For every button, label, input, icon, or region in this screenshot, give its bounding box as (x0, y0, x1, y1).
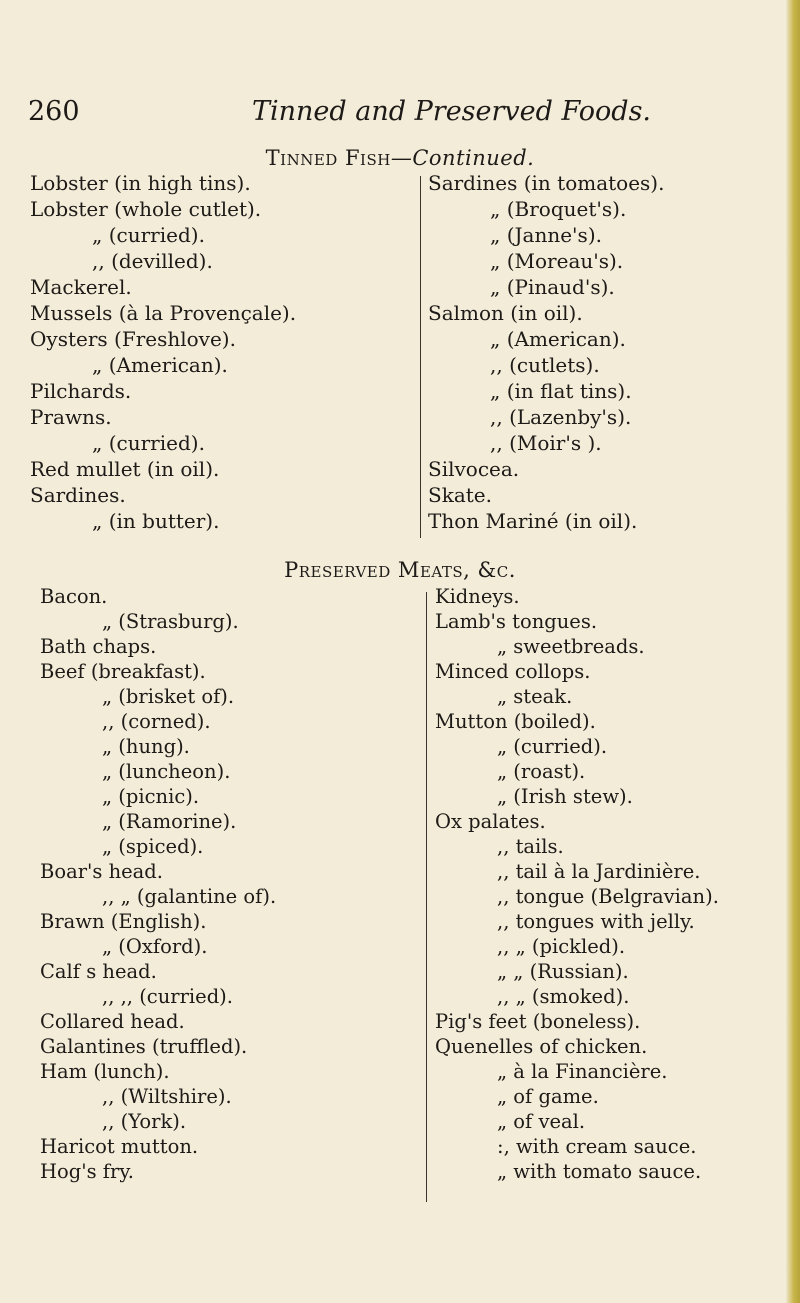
list-item: Ham (lunch). (40, 1060, 170, 1083)
fish-left-column (30, 170, 296, 534)
list-item: Beef (breakfast). (40, 660, 206, 683)
list-item: Ox palates. (435, 810, 546, 833)
meats-column-rule (426, 592, 427, 1202)
list-item: „ (Janne's). (490, 223, 602, 247)
list-item: Oysters (Freshlove). (30, 327, 236, 351)
list-item: Red mullet (in oil). (30, 457, 220, 481)
list-item: ,, tail à la Jardinière. (497, 860, 701, 883)
list-item: Brawn (English). (40, 910, 207, 933)
list-item: Minced collops. (435, 660, 591, 683)
list-item: Quenelles of chicken. (435, 1035, 648, 1058)
list-item: Mussels (à la Provençale). (30, 301, 297, 325)
list-item: Thon Mariné (in oil). (428, 509, 638, 533)
list-item: Haricot mutton. (40, 1135, 199, 1158)
list-item: Pilchards. (30, 379, 132, 403)
list-item: Lobster (whole cutlet). (30, 197, 262, 221)
list-item: Skate. (428, 483, 492, 507)
list-item: Galantines (truffled). (40, 1035, 248, 1058)
list-item: Sardines. (30, 483, 126, 507)
list-item: ,, (devilled). (92, 249, 213, 273)
list-item: „ (Broquet's). (490, 197, 627, 221)
list-item: Bath chaps. (40, 635, 157, 658)
list-item: ,, tongues with jelly. (497, 910, 695, 933)
list-item: „ (Ramorine). (102, 810, 237, 833)
fish-column-rule (420, 176, 421, 538)
list-item: „ (in butter). (92, 509, 220, 533)
list-item: Pig's feet (boneless). (435, 1010, 641, 1033)
list-item: „ (Oxford). (102, 935, 208, 958)
list-item: Bacon. (40, 585, 108, 608)
list-item: Lamb's tongues. (435, 610, 598, 633)
list-item: Calf s head. (40, 960, 157, 983)
list-item: Kidneys. (435, 585, 520, 608)
fish-title-text: Tinned Fish (265, 146, 391, 170)
list-item: „ with tomato sauce. (497, 1160, 702, 1183)
list-item: „ (spiced). (102, 835, 204, 858)
list-item: ,, (cutlets). (490, 353, 600, 377)
list-item: Mackerel. (30, 275, 132, 299)
list-item: ,, „ (galantine of). (102, 885, 277, 908)
list-item: „ (picnic). (102, 785, 200, 808)
fish-section-title (0, 146, 800, 170)
list-item: „ (curried). (92, 431, 205, 455)
list-item: Boar's head. (40, 860, 163, 883)
meats-right-column (435, 584, 719, 1184)
list-item: ,, (Lazenby's). (490, 405, 632, 429)
list-item: „ (Strasburg). (102, 610, 239, 633)
list-item: „ (luncheon). (102, 760, 231, 783)
page-edge (786, 0, 800, 1303)
list-item: ,, (Moir's ). (490, 431, 602, 455)
list-item: „ à la Financière. (497, 1060, 668, 1083)
list-item: „ (curried). (497, 735, 608, 758)
list-item: Sardines (in tomatoes). (428, 171, 665, 195)
list-item: ,, ,, (curried). (102, 985, 233, 1008)
list-item: „ (hung). (102, 735, 190, 758)
list-item: „ of game. (497, 1085, 599, 1108)
fish-title-suffix: —Continued. (390, 146, 535, 170)
list-item: ,, (York). (102, 1110, 187, 1133)
fish-right-column (428, 170, 664, 534)
list-item: „ (American). (92, 353, 228, 377)
list-item: Prawns. (30, 405, 112, 429)
list-item: Hog's fry. (40, 1160, 134, 1183)
list-item: „ „ (Russian). (497, 960, 629, 983)
list-item: „ (brisket of). (102, 685, 235, 708)
list-item: „ (American). (490, 327, 626, 351)
list-item: Silvocea. (428, 457, 520, 481)
list-item: Salmon (in oil). (428, 301, 583, 325)
list-item: „ (Irish stew). (497, 785, 633, 808)
list-item: „ of veal. (497, 1110, 586, 1133)
list-item: „ steak. (497, 685, 573, 708)
list-item: Collared head. (40, 1010, 185, 1033)
list-item: ,, „ (pickled). (497, 935, 626, 958)
list-item: „ sweetbreads. (497, 635, 645, 658)
list-item: Lobster (in high tins). (30, 171, 251, 195)
list-item: „ (in flat tins). (490, 379, 632, 403)
page-number: 260 (28, 96, 80, 127)
list-item: Mutton (boiled). (435, 710, 596, 733)
list-item: ,, tongue (Belgravian). (497, 885, 719, 908)
list-item: :, with cream sauce. (497, 1135, 697, 1158)
list-item: ,, tails. (497, 835, 564, 858)
list-item: „ (roast). (497, 760, 586, 783)
list-item: ,, „ (smoked). (497, 985, 630, 1008)
page-header (0, 96, 800, 136)
running-title: Tinned and Preserved Foods. (252, 96, 652, 127)
list-item: „ (curried). (92, 223, 205, 247)
list-item: „ (Pinaud's). (490, 275, 615, 299)
list-item: ,, (corned). (102, 710, 211, 733)
meats-left-column (40, 584, 276, 1184)
list-item: „ (Moreau's). (490, 249, 624, 273)
meats-section-title: Preserved Meats, &c. (284, 558, 516, 582)
list-item: ,, (Wiltshire). (102, 1085, 232, 1108)
